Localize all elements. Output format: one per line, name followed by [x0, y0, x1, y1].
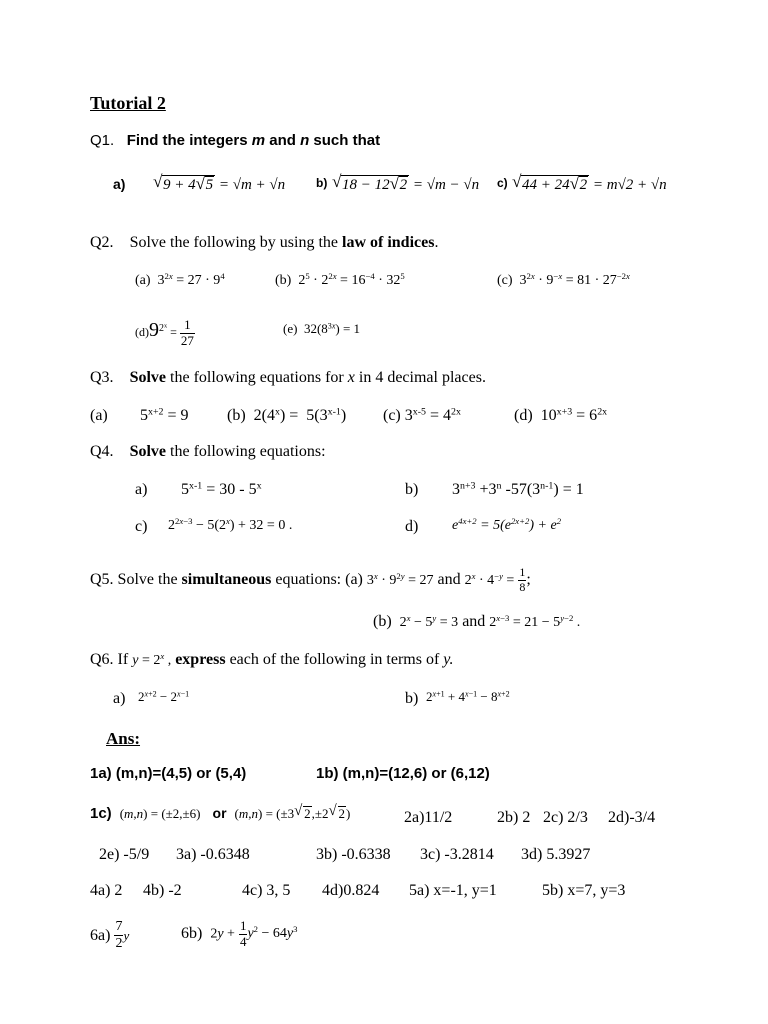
q2-bold: law of indices: [342, 234, 435, 251]
q4-text: the following equations:: [166, 443, 326, 460]
q4a: $5^{x-1} = 30 - 5^x$: [181, 480, 262, 498]
q2-text: Solve the following by using the: [129, 234, 342, 251]
answer-2a: 2a)11/2: [404, 809, 453, 826]
answer-4a: 4a) 2: [90, 882, 123, 899]
q3c: (c) $3^{x-5} = 4^{2x}$: [383, 406, 461, 424]
q4b-label: b): [405, 481, 419, 498]
q4a-label: a): [135, 481, 148, 498]
answer-2b: 2b) 2: [497, 809, 531, 826]
q6a-label: a): [113, 690, 126, 707]
q1a-equation: √ 9 + 4√ 5 = √m + √n: [153, 175, 285, 194]
q3-number: Q3.: [90, 369, 114, 386]
q5-prompt: Q5. Solve the simultaneous equations: (a) $3^x \cdot 9^{2y} = 27$ and $2^x \cdot 4^{-y}$ = $\frac{1}{8}$ ;: [90, 565, 531, 594]
answer-6b: 6b) 2y + $\frac{1}{4}$ $y^2 - 64y^3$: [181, 918, 298, 949]
q1b-equation: √ 18 − 12√ 2 = √m − √n: [332, 175, 479, 194]
q6b: $2^{x+1} + 4^{x-1} - 8^{x+2}$: [426, 689, 510, 704]
answer-1c-row: 1c) (m,n) = (±2,±6) or (m,n) = (±3√ 2,±2√ 2): [90, 806, 350, 822]
answer-3b: 3b) -0.6338: [316, 846, 391, 863]
q1a-label: a): [113, 176, 126, 192]
q6-prompt: Q6. If $y = 2^x$ , express each of the following in terms of y.: [90, 651, 454, 668]
q6a: $2^{x+2} - 2^{x-1}$: [138, 689, 190, 704]
q2b: (b) $2^5 \cdot 2^{2x} = 16^{-4} \cdot 32^5$: [275, 271, 405, 288]
q4d-label: d): [405, 518, 419, 535]
answer-5b: 5b) x=7, y=3: [542, 882, 626, 899]
page-title: Tutorial 2: [90, 93, 166, 113]
answer-4d: 4d)0.824: [322, 882, 380, 899]
q2-number: Q2.: [90, 234, 114, 251]
q4-number: Q4.: [90, 443, 114, 460]
answer-1a: 1a) (m,n)=(4,5) or (5,4): [90, 765, 247, 782]
answer-6a: 6a) $\frac{7}{2}$ y: [90, 919, 130, 952]
q3-text: the following equations for: [166, 369, 348, 386]
q3-bold: Solve: [129, 369, 167, 386]
answer-5a: 5a) x=-1, y=1: [409, 882, 497, 899]
q4-bold: Solve: [129, 443, 167, 460]
answer-3a: 3a) -0.6348: [176, 846, 250, 863]
q6b-label: b): [405, 690, 419, 707]
answer-1b: 1b) (m,n)=(12,6) or (6,12): [316, 765, 490, 782]
q1-n: n: [300, 132, 310, 149]
q4b: $3^{n+3} +3^n$ $-57(3^{n-1}) = 1$: [452, 480, 584, 498]
q3-prompt: [90, 370, 486, 386]
q2-prompt: [90, 235, 438, 251]
q3a: $5^{x+2} = 9$: [140, 406, 189, 424]
q3-text-end: in 4 decimal places.: [354, 369, 486, 386]
q1-and: and: [265, 132, 301, 149]
q3-x: x: [347, 369, 355, 386]
answer-2c: 2c) 2/3: [543, 809, 588, 826]
answer-3c: 3c) -3.2814: [420, 846, 494, 863]
q1c-label: c): [497, 176, 508, 190]
answer-2d: 2d)-3/4: [608, 809, 656, 826]
q2c: (c) $3^{2x} \cdot 9^{-x} = 81 \cdot 27^{-2x}$: [497, 271, 630, 288]
q4-prompt: [90, 444, 326, 460]
q1-text-end: such that: [309, 132, 381, 149]
q5b: (b) $2^x - 5^y = 3$ and $2^{x-3} = 21 - 5^{y-2}$ .: [373, 613, 581, 630]
q2a: (a) $3^{2x} = 27 \cdot 9^4$: [135, 271, 225, 288]
answer-4c: 4c) 3, 5: [242, 882, 291, 899]
q2d: $(d)9^{2^x}$ = $\frac{1}{27}$: [135, 317, 194, 348]
q1-number: Q1.: [90, 132, 115, 149]
q4c: $2^{2x-3} - 5(2^x) + 32 = 0$ .: [168, 516, 293, 533]
q1-text: Find the integers: [126, 132, 252, 149]
q3d: (d) $10^{x+3} = 6^{2x}$: [514, 406, 608, 424]
answers-heading: Ans:: [106, 729, 141, 748]
q3b: (b) $2(4^x) = 5(3^{x-1})$: [227, 406, 347, 424]
q1-prompt: [90, 133, 380, 148]
q2-period: .: [434, 234, 439, 251]
q4c-label: c): [135, 518, 148, 535]
q1b-label: b): [316, 176, 328, 190]
q3a-label: (a): [90, 407, 108, 424]
answer-2e: 2e) -5/9: [99, 846, 150, 863]
q2e: (e) $32(8^{3x}) = 1$: [283, 321, 361, 336]
answer-4b: 4b) -2: [143, 882, 182, 899]
q4d: $e^{4x+2} = 5(e^{2x+2}) + e^2$: [452, 516, 562, 533]
q1-m: m: [251, 132, 266, 149]
answer-3d: 3d) 5.3927: [521, 846, 591, 863]
q1c-equation: √ 44 + 24√ 2 = m√2 + √n: [512, 175, 667, 194]
